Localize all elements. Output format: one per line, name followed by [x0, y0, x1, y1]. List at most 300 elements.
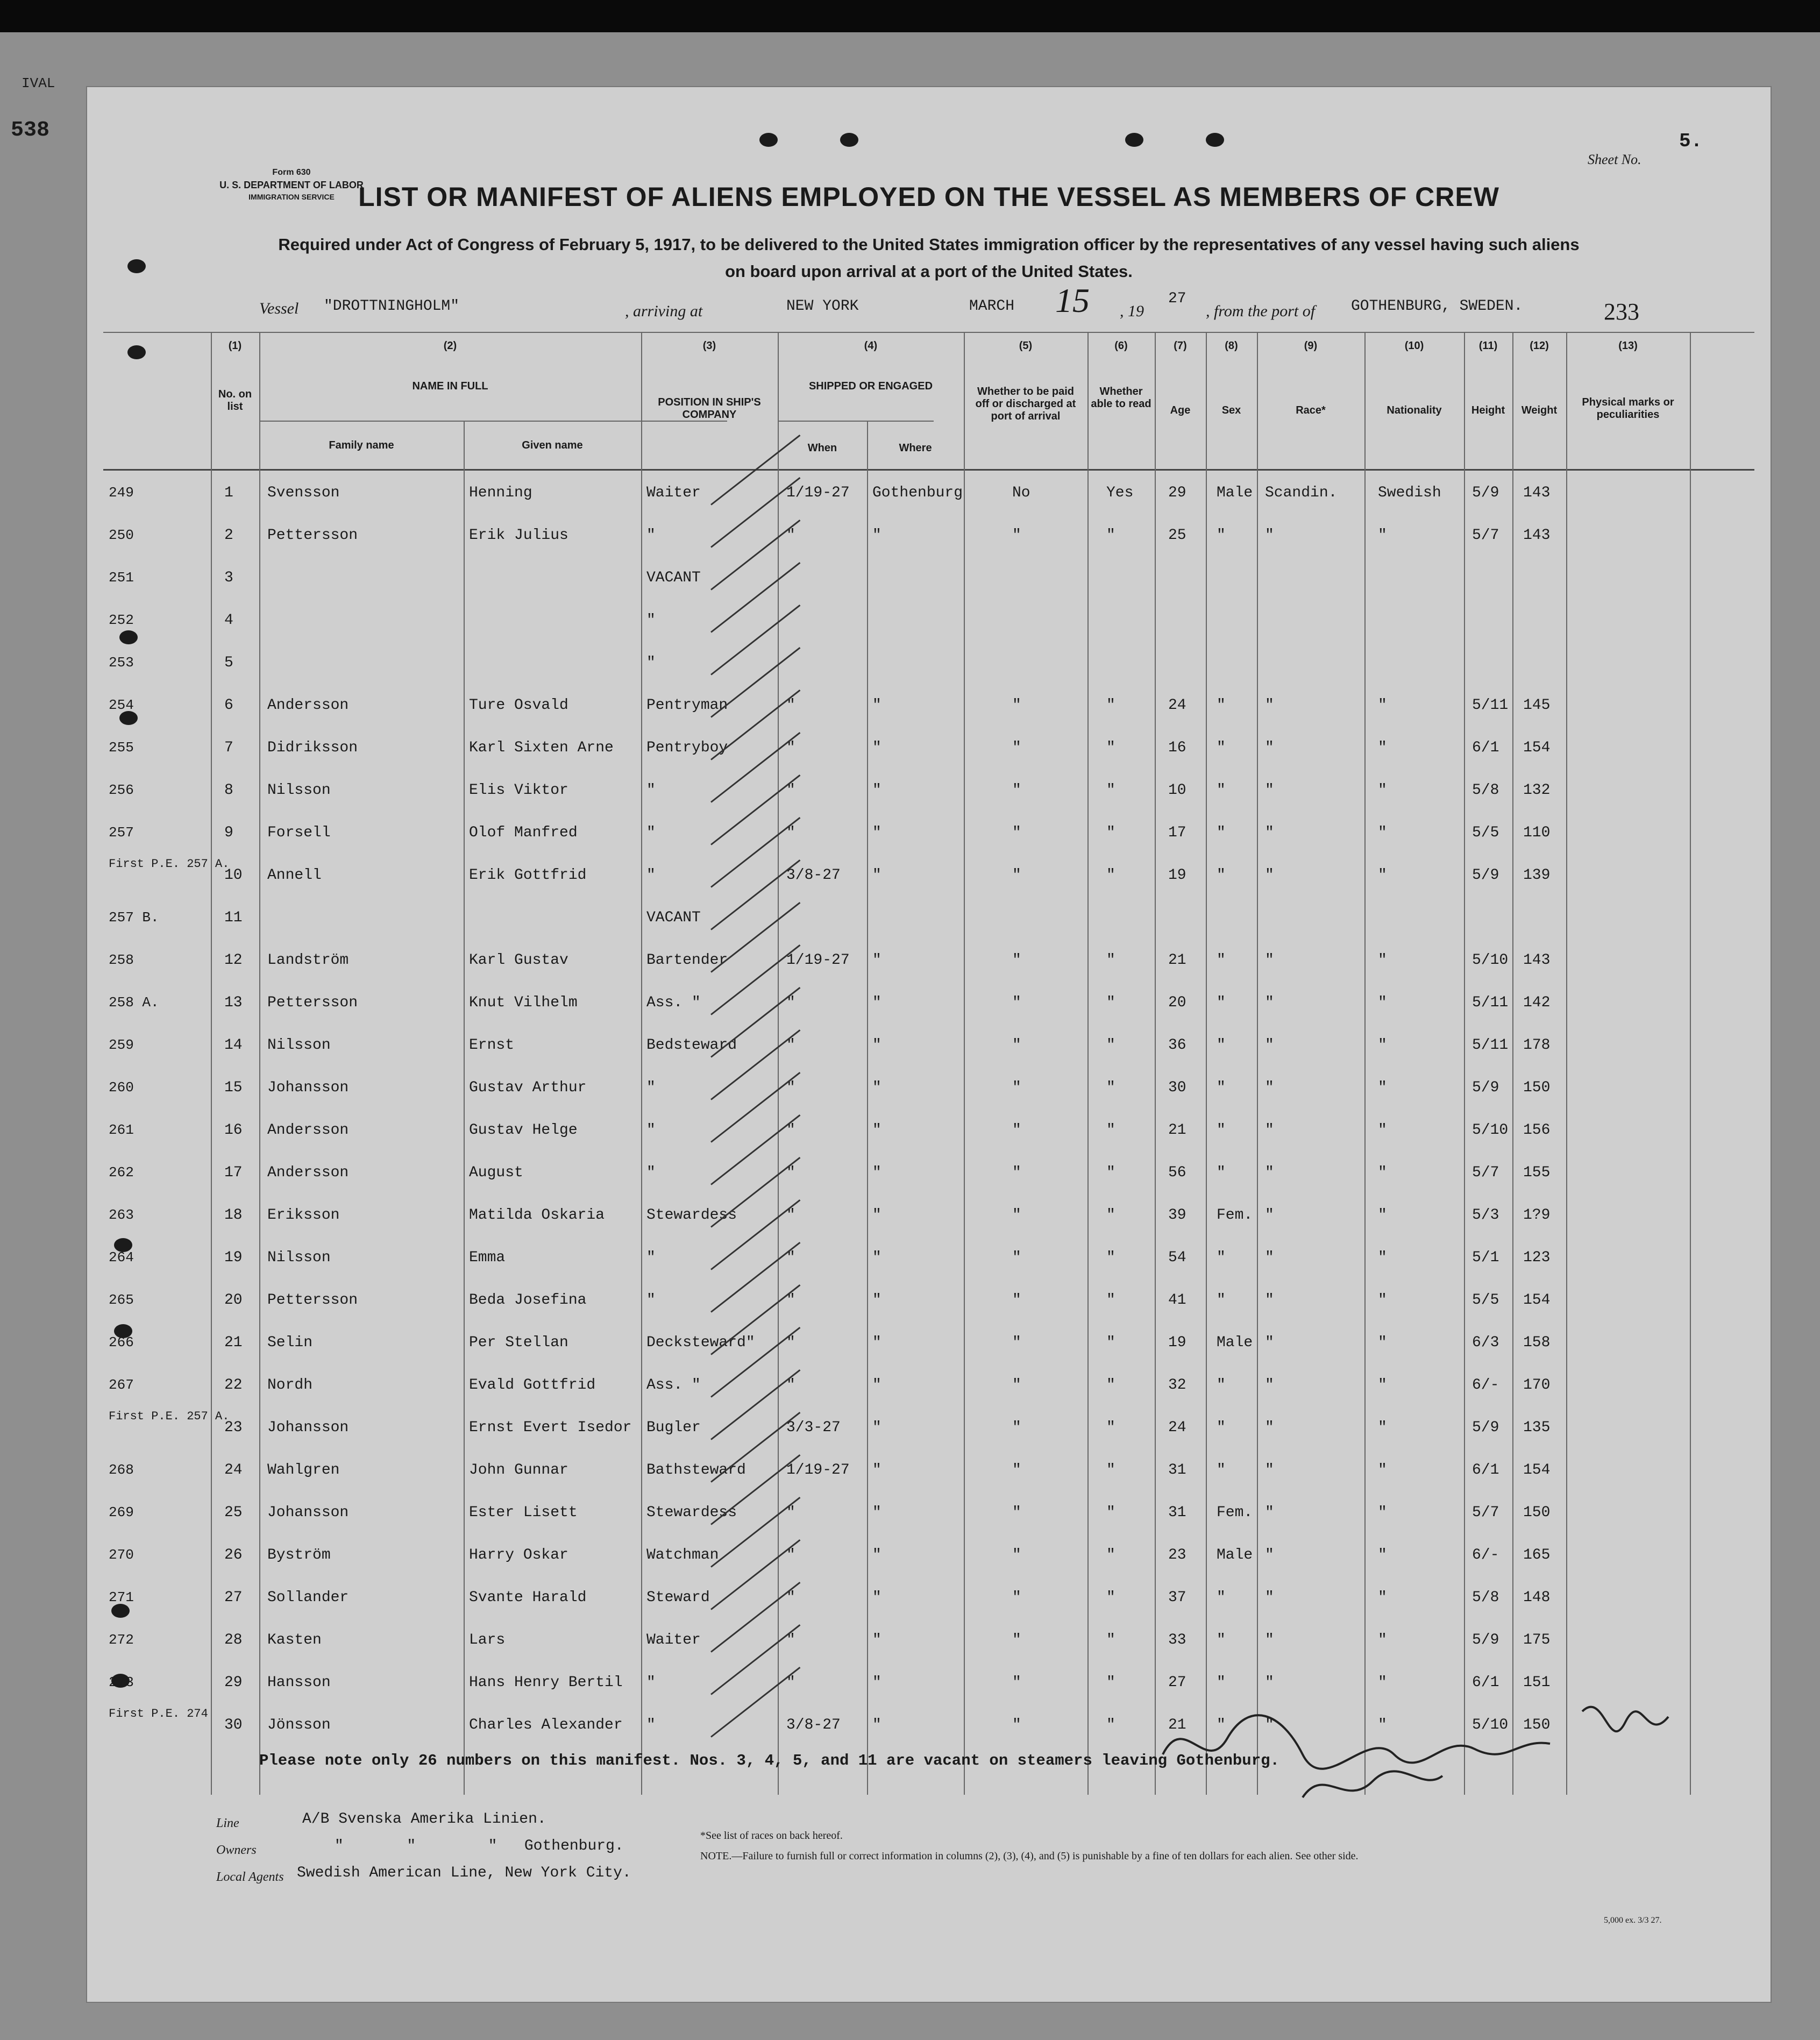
owners: " " " Gothenburg.	[335, 1838, 624, 1854]
cell-family-name: Sollander	[267, 1589, 349, 1606]
cell-height: 5/10	[1472, 952, 1509, 969]
cell-shipped-when: "	[786, 740, 795, 756]
cell-able-to-read: "	[1106, 1547, 1115, 1563]
cell-list-number: 15	[224, 1079, 243, 1096]
cell-shipped-where: "	[872, 1037, 881, 1054]
col-6-number: (6)	[1114, 340, 1128, 352]
manifest-row	[87, 727, 1771, 769]
cell-shipped-where: "	[872, 1462, 881, 1479]
cell-nationality: "	[1378, 867, 1387, 884]
manifest-row	[87, 472, 1771, 514]
col-2-number: (2)	[443, 340, 457, 352]
cell-height: 5/3	[1472, 1207, 1499, 1224]
cell-weight: 148	[1523, 1589, 1551, 1606]
cell-able-to-read: "	[1106, 1717, 1115, 1733]
col-8-number: (8)	[1225, 340, 1238, 352]
cell-list-number: 17	[224, 1164, 243, 1181]
cell-age: 32	[1168, 1377, 1186, 1394]
punch-hole	[840, 133, 858, 147]
races-note: *See list of races on back hereof.	[700, 1830, 843, 1842]
cell-position: "	[646, 1717, 656, 1733]
cell-sex: "	[1217, 1122, 1226, 1139]
cell-age: 19	[1168, 867, 1186, 884]
cell-position: Steward	[646, 1589, 710, 1606]
cell-list-number: 5	[224, 655, 233, 671]
cell-shipped-when: "	[786, 1377, 795, 1394]
cell-able-to-read: "	[1106, 1164, 1115, 1181]
cell-position: Waiter	[646, 485, 701, 501]
cell-height: 6/1	[1472, 740, 1499, 756]
cell-sex: "	[1217, 1674, 1226, 1691]
cell-sex: "	[1217, 527, 1226, 544]
cell-given-name: Matilda Oskaria	[469, 1207, 605, 1224]
cell-age: 37	[1168, 1589, 1186, 1606]
cell-height: 5/8	[1472, 1589, 1499, 1606]
cell-age: 17	[1168, 824, 1186, 841]
cell-margin-number: 269	[109, 1504, 134, 1520]
cell-race: "	[1265, 952, 1274, 969]
cell-margin-number: 258 A.	[109, 994, 159, 1011]
cell-able-to-read: "	[1106, 782, 1115, 799]
cell-race: "	[1265, 1377, 1274, 1394]
subtitle-line-1: Required under Act of Congress of February 5, 1917, to be delivered to the United States immigration officer by the representatives of any vessel having such aliens	[278, 235, 1580, 254]
cell-given-name: Erik Julius	[469, 527, 568, 544]
col-2a-header: Family name	[329, 439, 394, 451]
cell-position: Bedsteward	[646, 1037, 737, 1054]
cell-height: 5/7	[1472, 1504, 1499, 1521]
cell-shipped-when: "	[786, 1249, 795, 1266]
cell-shipped-when: "	[786, 1122, 795, 1139]
cell-given-name: Hans Henry Bertil	[469, 1674, 623, 1691]
cell-list-number: 2	[224, 527, 233, 544]
manifest-row	[87, 514, 1771, 556]
cell-height: 5/11	[1472, 697, 1509, 714]
cell-shipped-when: "	[786, 697, 795, 714]
page-title: LIST OR MANIFEST OF ALIENS EMPLOYED ON THE VESSEL AS MEMBERS OF CREW	[358, 182, 1499, 212]
cell-shipped-where: "	[872, 1207, 881, 1224]
cell-height: 6/3	[1472, 1334, 1499, 1351]
cell-shipped-where: "	[872, 782, 881, 799]
punch-hole	[1125, 133, 1143, 147]
col-4b-header: Where	[899, 442, 932, 454]
cell-shipped-when: "	[786, 1207, 795, 1224]
cell-height: 6/-	[1472, 1547, 1499, 1563]
cell-nationality: "	[1378, 1462, 1387, 1479]
cell-paid-off: "	[1012, 1164, 1021, 1181]
cell-list-number: 11	[224, 909, 243, 926]
cell-margin-number: 257 B.	[109, 909, 159, 926]
cell-paid-off: "	[1012, 1547, 1021, 1563]
cell-shipped-where: "	[872, 1589, 881, 1606]
cell-family-name: Didriksson	[267, 740, 358, 756]
cell-race: "	[1265, 740, 1274, 756]
col-9-header: Race*	[1296, 404, 1326, 416]
cell-able-to-read: "	[1106, 867, 1115, 884]
print-code: 5,000 ex. 3/3 27.	[1604, 1916, 1662, 1925]
cell-able-to-read: "	[1106, 1377, 1115, 1394]
cell-nationality: "	[1378, 1292, 1387, 1309]
cell-shipped-where: "	[872, 1674, 881, 1691]
cell-list-number: 7	[224, 740, 233, 756]
cell-nationality: "	[1378, 1547, 1387, 1563]
subtitle-line-2: on board upon arrival at a port of the United States.	[725, 262, 1133, 281]
cell-age: 24	[1168, 1419, 1186, 1436]
col-11-number: (11)	[1478, 340, 1498, 352]
cell-shipped-when: 3/3-27	[786, 1419, 841, 1436]
cell-sex: "	[1217, 867, 1226, 884]
col-4-number: (4)	[864, 340, 878, 352]
arrival-month: MARCH	[969, 298, 1015, 315]
vessel-label: Vessel	[259, 300, 299, 317]
col-2b-header: Given name	[522, 439, 583, 451]
cell-sex: "	[1217, 1164, 1226, 1181]
cell-weight: 139	[1523, 867, 1551, 884]
cell-sex: "	[1217, 994, 1226, 1011]
cell-shipped-when: "	[786, 1037, 795, 1054]
cell-age: 23	[1168, 1547, 1186, 1563]
cell-given-name: John Gunnar	[469, 1462, 568, 1479]
cell-race: "	[1265, 1122, 1274, 1139]
cell-weight: 1?9	[1523, 1207, 1551, 1224]
cell-height: 5/5	[1472, 824, 1499, 841]
cell-height: 5/1	[1472, 1249, 1499, 1266]
cell-given-name: August	[469, 1164, 523, 1181]
cell-able-to-read: "	[1106, 1419, 1115, 1436]
cell-paid-off: "	[1012, 1377, 1021, 1394]
cell-list-number: 26	[224, 1547, 243, 1563]
cell-shipped-where: "	[872, 697, 881, 714]
cell-margin-number: 270	[109, 1547, 134, 1563]
cell-margin-number: 259	[109, 1037, 134, 1053]
manifest-row	[87, 812, 1771, 854]
cell-paid-off: "	[1012, 1462, 1021, 1479]
cell-nationality: "	[1378, 994, 1387, 1011]
cell-position: "	[646, 824, 656, 841]
cell-height: 6/-	[1472, 1377, 1499, 1394]
cell-able-to-read: "	[1106, 1122, 1115, 1139]
cell-given-name: Olof Manfred	[469, 824, 578, 841]
cell-age: 36	[1168, 1037, 1186, 1054]
cell-sex: "	[1217, 782, 1226, 799]
cell-age: 16	[1168, 740, 1186, 756]
cell-shipped-when: 3/8-27	[786, 867, 841, 884]
cell-race: "	[1265, 1164, 1274, 1181]
cell-paid-off: "	[1012, 1207, 1021, 1224]
cell-family-name: Selin	[267, 1334, 313, 1351]
cell-able-to-read: "	[1106, 740, 1115, 756]
local-agents: Swedish American Line, New York City.	[297, 1865, 631, 1881]
cell-nationality: "	[1378, 1419, 1387, 1436]
cell-shipped-where: "	[872, 1419, 881, 1436]
cell-height: 5/9	[1472, 1632, 1499, 1648]
cell-given-name: Erik Gottfrid	[469, 867, 587, 884]
cell-paid-off: "	[1012, 697, 1021, 714]
cell-given-name: Evald Gottfrid	[469, 1377, 596, 1394]
cell-shipped-where: "	[872, 1334, 881, 1351]
cell-shipped-when: "	[786, 1334, 795, 1351]
cell-given-name: Emma	[469, 1249, 506, 1266]
cell-shipped-when: "	[786, 994, 795, 1011]
cell-list-number: 30	[224, 1717, 243, 1733]
cell-family-name: Andersson	[267, 1122, 349, 1139]
cell-paid-off: "	[1012, 952, 1021, 969]
cell-race: "	[1265, 527, 1274, 544]
cell-position: VACANT	[646, 909, 701, 926]
cell-list-number: 14	[224, 1037, 243, 1054]
cell-nationality: "	[1378, 1122, 1387, 1139]
cell-paid-off: "	[1012, 994, 1021, 1011]
cell-margin-number: 262	[109, 1164, 134, 1181]
cell-able-to-read: "	[1106, 994, 1115, 1011]
cell-able-to-read: "	[1106, 1249, 1115, 1266]
cell-shipped-where: "	[872, 740, 881, 756]
cell-sex: Male	[1217, 1334, 1253, 1351]
manifest-row	[87, 1321, 1771, 1363]
cell-height: 5/9	[1472, 1079, 1499, 1096]
cell-height: 5/11	[1472, 994, 1509, 1011]
cell-shipped-when: "	[786, 1292, 795, 1309]
cell-given-name: Harry Oskar	[469, 1547, 568, 1563]
cell-nationality: "	[1378, 952, 1387, 969]
cell-family-name: Nilsson	[267, 782, 331, 799]
cell-margin-number: 265	[109, 1292, 134, 1308]
cell-height: 5/10	[1472, 1122, 1509, 1139]
cell-list-number: 28	[224, 1632, 243, 1648]
cell-sex: "	[1217, 1292, 1226, 1309]
cell-margin-number: 250	[109, 527, 134, 543]
cell-weight: 170	[1523, 1377, 1551, 1394]
cell-margin-number: 255	[109, 740, 134, 756]
cell-weight: 155	[1523, 1164, 1551, 1181]
cell-weight: 154	[1523, 740, 1551, 756]
cell-age: 20	[1168, 994, 1186, 1011]
cell-margin-number: 264	[109, 1249, 134, 1266]
cell-margin-number: 256	[109, 782, 134, 798]
cell-paid-off: "	[1012, 1504, 1021, 1521]
manifest-row	[87, 1024, 1771, 1066]
cell-position: "	[646, 867, 656, 884]
cell-shipped-where: "	[872, 824, 881, 841]
cell-list-number: 22	[224, 1377, 243, 1394]
cell-sex: "	[1217, 824, 1226, 841]
cell-family-name: Nordh	[267, 1377, 313, 1394]
cell-height: 5/11	[1472, 1037, 1509, 1054]
col-4a-header: When	[807, 442, 837, 454]
cell-margin-number: 267	[109, 1377, 134, 1393]
cell-weight: 151	[1523, 1674, 1551, 1691]
cell-weight: 135	[1523, 1419, 1551, 1436]
punch-hole	[1206, 133, 1224, 147]
cell-given-name: Beda Josefina	[469, 1292, 587, 1309]
cell-position: "	[646, 1674, 656, 1691]
cell-nationality: Swedish	[1378, 485, 1441, 501]
cell-position: "	[646, 1249, 656, 1266]
cell-paid-off: "	[1012, 527, 1021, 544]
cell-list-number: 25	[224, 1504, 243, 1521]
cell-margin-number: 271	[109, 1589, 134, 1605]
cell-race: "	[1265, 1547, 1274, 1563]
cell-shipped-where: "	[872, 1377, 881, 1394]
cell-able-to-read: "	[1106, 1462, 1115, 1479]
col-12-header: Weight	[1521, 404, 1558, 416]
cell-nationality: "	[1378, 1164, 1387, 1181]
cell-position: Ass. "	[646, 994, 701, 1011]
cell-sex: "	[1217, 1377, 1226, 1394]
cell-race: "	[1265, 1207, 1274, 1224]
col-11-header: Height	[1471, 404, 1505, 416]
cell-margin-number: 257	[109, 824, 134, 841]
cell-family-name: Nilsson	[267, 1037, 331, 1054]
cell-list-number: 29	[224, 1674, 243, 1691]
cell-shipped-when: 1/19-27	[786, 1462, 850, 1479]
cell-weight: 143	[1523, 952, 1551, 969]
cell-given-name: Karl Gustav	[469, 952, 568, 969]
cell-position: "	[646, 612, 656, 629]
cell-nationality: "	[1378, 1377, 1387, 1394]
vacancy-note: Please note only 26 numbers on this manifest. Nos. 3, 4, 5, and 11 are vacant on steamers leaving Gothenburg.	[259, 1752, 1279, 1769]
cell-sex: Fem.	[1217, 1504, 1253, 1521]
manifest-row	[87, 642, 1771, 684]
cell-height: 5/7	[1472, 1164, 1499, 1181]
cell-list-number: 27	[224, 1589, 243, 1606]
cell-race: "	[1265, 1334, 1274, 1351]
cell-nationality: "	[1378, 527, 1387, 544]
stamp-number: 538	[11, 118, 50, 143]
col-8-header: Sex	[1221, 404, 1241, 416]
cell-able-to-read: "	[1106, 952, 1115, 969]
cell-race: "	[1265, 824, 1274, 841]
cell-margin-number: 272	[109, 1632, 134, 1648]
cell-age: 41	[1168, 1292, 1186, 1309]
local-agents-label: Local Agents	[216, 1870, 284, 1884]
cell-paid-off: "	[1012, 1419, 1021, 1436]
cell-age: 39	[1168, 1207, 1186, 1224]
manifest-row	[87, 1109, 1771, 1151]
cell-paid-off: No	[1012, 485, 1030, 501]
cell-paid-off: "	[1012, 1674, 1021, 1691]
cell-height: 5/9	[1472, 1419, 1499, 1436]
cell-shipped-where: "	[872, 1717, 881, 1733]
cell-race: "	[1265, 1717, 1274, 1733]
cell-given-name: Karl Sixten Arne	[469, 740, 614, 756]
cell-nationality: "	[1378, 1207, 1387, 1224]
cell-nationality: "	[1378, 824, 1387, 841]
cell-age: 56	[1168, 1164, 1186, 1181]
cell-list-number: 18	[224, 1207, 243, 1224]
cell-race: "	[1265, 1079, 1274, 1096]
cell-height: 6/1	[1472, 1674, 1499, 1691]
cell-age: 21	[1168, 952, 1186, 969]
cell-paid-off: "	[1012, 1717, 1021, 1733]
cell-race: "	[1265, 697, 1274, 714]
manifest-row	[87, 557, 1771, 599]
cell-able-to-read: "	[1106, 1632, 1115, 1648]
col-6-header: Whether able to read	[1091, 386, 1151, 410]
cell-paid-off: "	[1012, 867, 1021, 884]
col-10-number: (10)	[1404, 340, 1424, 352]
manifest-row	[87, 1576, 1771, 1618]
line-label: Line	[216, 1816, 239, 1830]
cell-able-to-read: "	[1106, 1504, 1115, 1521]
cell-margin-number: First P.E. 274	[109, 1707, 208, 1721]
cell-sex: "	[1217, 1589, 1226, 1606]
cell-height: 5/9	[1472, 867, 1499, 884]
cell-shipped-where: Gothenburg	[872, 485, 963, 501]
cell-shipped-where: "	[872, 1079, 881, 1096]
cell-shipped-when: 1/19-27	[786, 485, 850, 501]
cell-sex: "	[1217, 1079, 1226, 1096]
cell-weight: 154	[1523, 1292, 1551, 1309]
cell-sex: "	[1217, 697, 1226, 714]
cell-height: 5/5	[1472, 1292, 1499, 1309]
manifest-row	[87, 1364, 1771, 1406]
manifest-row	[87, 1067, 1771, 1108]
cell-nationality: "	[1378, 1249, 1387, 1266]
cell-shipped-where: "	[872, 1504, 881, 1521]
cell-margin-number: 254	[109, 697, 134, 713]
cell-shipped-when: "	[786, 824, 795, 841]
cell-paid-off: "	[1012, 740, 1021, 756]
manifest-page	[86, 86, 1772, 2003]
cell-margin-number: 251	[109, 570, 134, 586]
cell-shipped-where: "	[872, 1122, 881, 1139]
penalty-note: NOTE.—Failure to furnish full or correct information in columns (2), (3), (4), and (5) is punishable by a fine of ten dollars for each alien. See other side.	[700, 1850, 1359, 1862]
cell-family-name: Kasten	[267, 1632, 322, 1648]
cell-age: 10	[1168, 782, 1186, 799]
cell-family-name: Annell	[267, 867, 322, 884]
cell-position: Bugler	[646, 1419, 701, 1436]
edge-label: IVAL	[22, 75, 55, 91]
cell-list-number: 20	[224, 1292, 243, 1309]
cell-margin-number: First P.E. 257 A.	[109, 1410, 230, 1423]
cell-shipped-when: "	[786, 1504, 795, 1521]
cell-position: Pentryman	[646, 697, 728, 714]
cell-weight: 156	[1523, 1122, 1551, 1139]
cell-weight: 150	[1523, 1717, 1551, 1733]
cell-list-number: 3	[224, 570, 233, 586]
cell-shipped-when: "	[786, 1079, 795, 1096]
cell-margin-number: 273	[109, 1674, 134, 1690]
cell-height: 6/1	[1472, 1462, 1499, 1479]
cell-position: Ass. "	[646, 1377, 701, 1394]
cell-position: "	[646, 1292, 656, 1309]
cell-sex: "	[1217, 1462, 1226, 1479]
manifest-row	[87, 769, 1771, 811]
cell-position: Pentryboy	[646, 740, 728, 756]
cell-nationality: "	[1378, 1504, 1387, 1521]
cell-given-name: Ernst	[469, 1037, 515, 1054]
cell-shipped-when: "	[786, 1589, 795, 1606]
manifest-row	[87, 897, 1771, 939]
cell-race: Scandin.	[1265, 485, 1338, 501]
cell-shipped-when: "	[786, 1547, 795, 1563]
cell-able-to-read: "	[1106, 697, 1115, 714]
cell-given-name: Henning	[469, 485, 532, 501]
manifest-row	[87, 1619, 1771, 1661]
cell-able-to-read: "	[1106, 1589, 1115, 1606]
cell-list-number: 4	[224, 612, 233, 629]
cell-shipped-when: 3/8-27	[786, 1717, 841, 1733]
sheet-number: 5.	[1679, 130, 1703, 152]
vessel-name: "DROTTNINGHOLM"	[324, 298, 460, 315]
cell-weight: 145	[1523, 697, 1551, 714]
cell-race: "	[1265, 1419, 1274, 1436]
col-5-number: (5)	[1019, 340, 1033, 352]
cell-sex: "	[1217, 1717, 1226, 1733]
cell-age: 31	[1168, 1504, 1186, 1521]
cell-nationality: "	[1378, 1079, 1387, 1096]
cell-weight: 132	[1523, 782, 1551, 799]
